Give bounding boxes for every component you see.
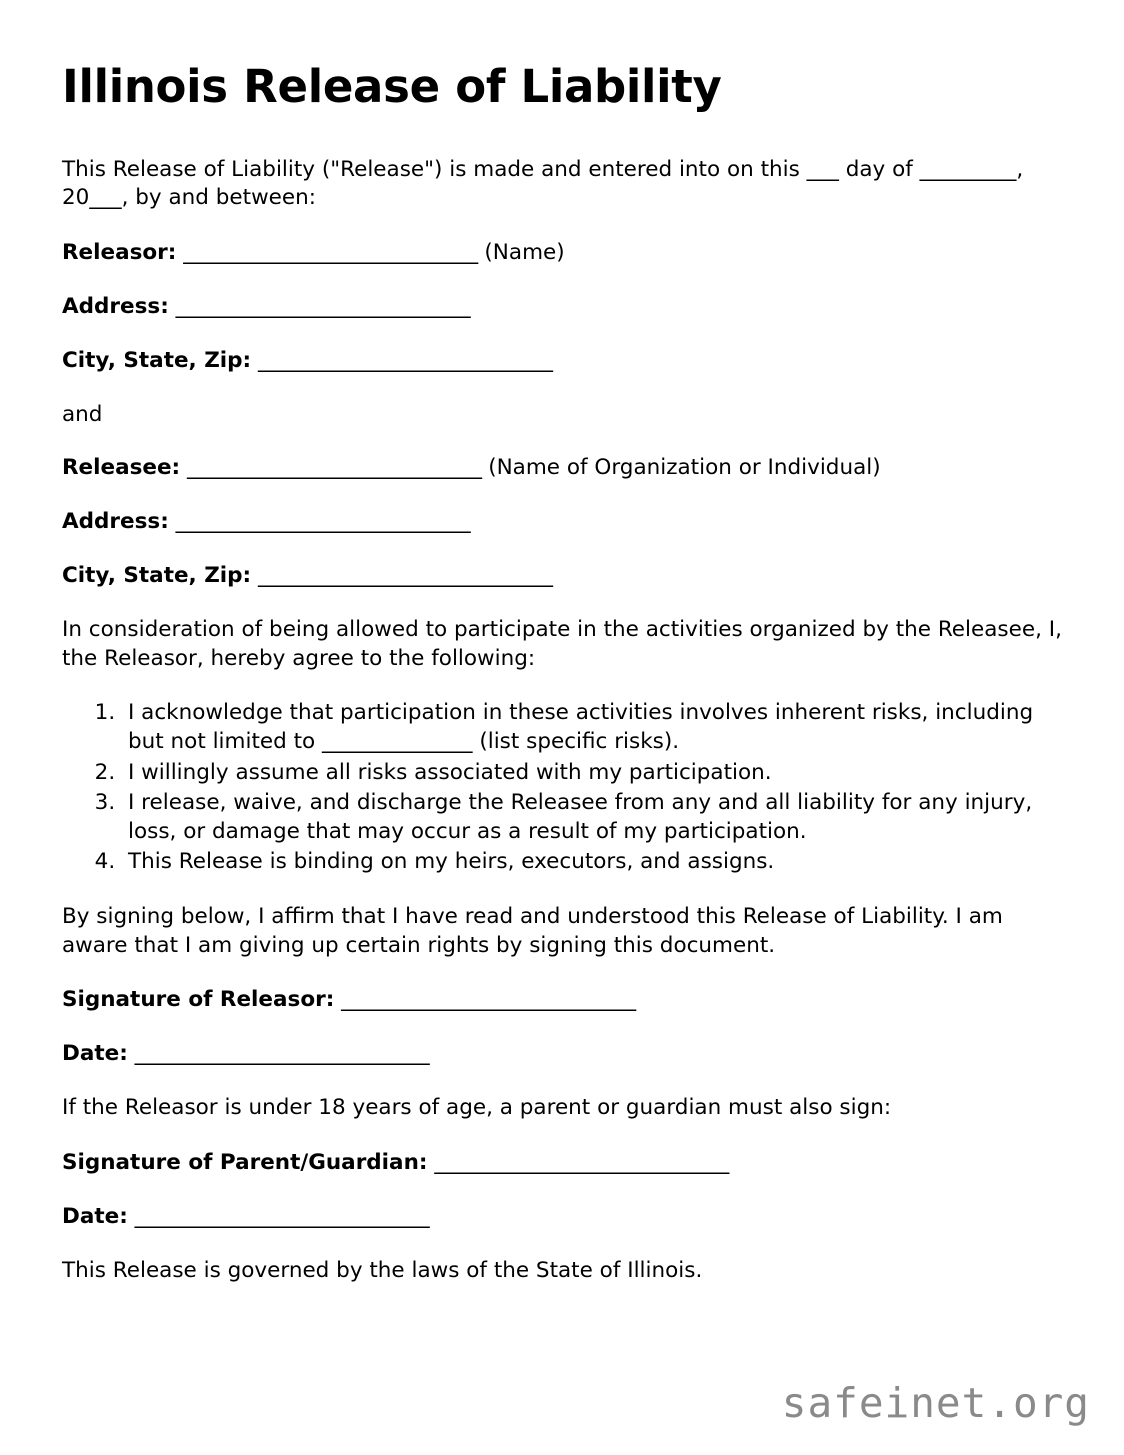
signature-releasor-label: Signature of Releasor: (62, 987, 335, 1013)
list-item: 1. I acknowledge that participation in these activities involves inherent risks, including but not limited to ______________ (list specific risks). (122, 699, 1062, 756)
date-guardian-blank[interactable]: _____________________________ (134, 1203, 430, 1229)
releasee-name-label: Releasee: (62, 455, 181, 481)
minor-note-paragraph: If the Releasor is under 18 years of age, a parent or guardian must also sign: (62, 1095, 892, 1121)
releasor-address-label: Address: (62, 293, 169, 319)
date-releasor-blank[interactable]: _____________________________ (134, 1041, 430, 1067)
releasor-citystatezip-blank[interactable]: _____________________________ (258, 347, 553, 373)
releasor-name-row (62, 239, 1062, 267)
releasee-citystatezip-label: City, State, Zip: (62, 563, 252, 589)
conjunction-and: and (62, 401, 103, 427)
signature-releasor-blank[interactable]: _____________________________ (341, 987, 636, 1013)
releasor-name-label: Releasor: (62, 239, 177, 265)
releasor-name-note: (Name) (484, 239, 565, 265)
releasee-address-row (62, 508, 1062, 536)
releasor-address-row (62, 293, 1062, 321)
releasee-citystatezip-blank[interactable]: _____________________________ (258, 563, 553, 589)
list-item: 3. I release, waive, and discharge the Releasee from any and all liability for any injury, loss, or damage that may occur as a result of my participation. (122, 789, 1062, 846)
consideration-paragraph: In consideration of being allowed to participate in the activities organized by the Releasee, I, the Releasor, hereby agree to the following: (62, 617, 1062, 671)
releasee-name-note: (Name of Organization or Individual) (488, 455, 881, 481)
releasor-name-blank[interactable]: _____________________________ (183, 239, 478, 265)
releasee-citystatezip-row (62, 562, 1062, 590)
list-item: 4. This Release is binding on my heirs, executors, and assigns. (122, 848, 1062, 877)
list-item: 2. I willingly assume all risks associated with my participation. (122, 759, 1062, 788)
site-watermark: safeinet.org (781, 1379, 1090, 1427)
date-guardian-label: Date: (62, 1203, 128, 1229)
releasee-name-row (62, 454, 1062, 482)
date-releasor-label: Date: (62, 1041, 128, 1067)
releasee-address-blank[interactable]: _____________________________ (175, 509, 470, 535)
affirmation-paragraph: By signing below, I affirm that I have read and understood this Release of Liability. I am aware that I am giving up certain rights by signing this document. (62, 904, 1003, 958)
governing-law-paragraph: This Release is governed by the laws of the State of Illinois. (62, 1257, 703, 1283)
releasor-citystatezip-label: City, State, Zip: (62, 347, 252, 373)
intro-paragraph: This Release of Liability ("Release") is made and entered into on this ___ day of _________, 20___, by and between: (62, 156, 1024, 211)
releasee-name-blank[interactable]: _____________________________ (187, 455, 482, 481)
signature-guardian-label: Signature of Parent/Guardian: (62, 1149, 428, 1175)
signature-guardian-blank[interactable]: _____________________________ (434, 1149, 729, 1175)
releasee-address-label: Address: (62, 509, 169, 535)
releasor-address-blank[interactable]: _____________________________ (175, 293, 470, 319)
signature-guardian-row (62, 1149, 1062, 1177)
page-title: Illinois Release of Liability (62, 60, 722, 113)
terms-list (62, 699, 1062, 877)
signature-releasor-row (62, 986, 1062, 1014)
date-guardian-row (62, 1203, 1062, 1231)
date-releasor-row (62, 1040, 1062, 1068)
releasor-citystatezip-row (62, 347, 1062, 375)
